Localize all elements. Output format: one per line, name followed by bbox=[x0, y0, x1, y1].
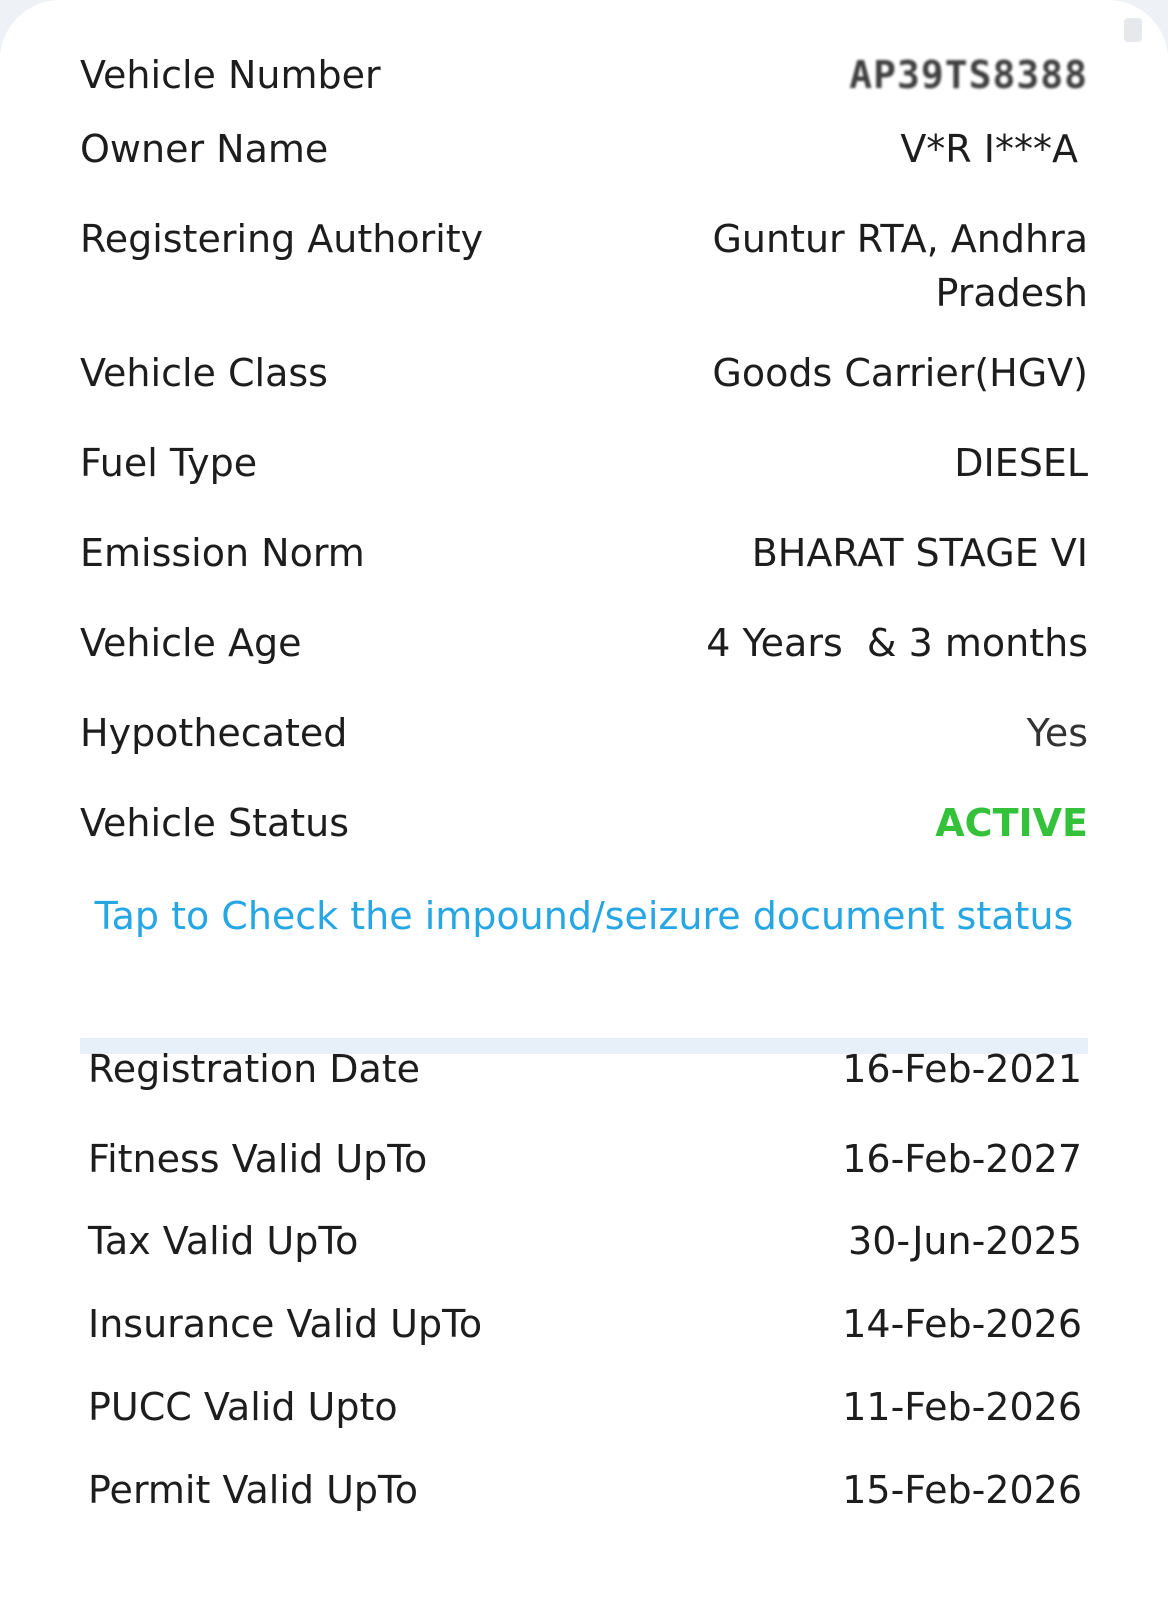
detail-row-vehicle-number bbox=[80, 48, 1088, 102]
vehicle-number-value: AP39TS8388 bbox=[849, 53, 1088, 97]
registering-authority-value: Guntur RTA, Andhra Pradesh bbox=[712, 217, 1088, 315]
registration-date-value: 16-Feb-2021 bbox=[842, 1047, 1082, 1091]
detail-row-emission-norm bbox=[80, 526, 1088, 580]
detail-label: Owner Name bbox=[80, 127, 329, 171]
validity-label: Permit Valid UpTo bbox=[88, 1468, 419, 1512]
detail-label: Vehicle Number bbox=[80, 53, 381, 97]
emission-norm-value: BHARAT STAGE VI bbox=[751, 531, 1088, 575]
detail-label: Fuel Type bbox=[80, 441, 258, 485]
impound-status-link[interactable]: Tap to Check the impound/seizure document status bbox=[94, 894, 1074, 938]
detail-row-owner-name bbox=[80, 122, 1088, 176]
detail-label: Registering Authority bbox=[80, 217, 484, 261]
validity-row-insurance bbox=[88, 1297, 1082, 1351]
hypothecated-value: Yes bbox=[1026, 711, 1088, 755]
fitness-valid-value: 16-Feb-2027 bbox=[842, 1137, 1082, 1181]
scroll-indicator bbox=[1124, 18, 1142, 42]
validity-label: Fitness Valid UpTo bbox=[88, 1137, 428, 1181]
detail-label: Vehicle Class bbox=[80, 351, 328, 395]
validity-label: PUCC Valid Upto bbox=[88, 1385, 398, 1429]
owner-name-value: V*R I***A bbox=[900, 127, 1078, 171]
vehicle-age-value: 4 Years & 3 months bbox=[706, 621, 1088, 665]
validity-row-permit bbox=[88, 1463, 1082, 1517]
detail-row-vehicle-class bbox=[80, 346, 1088, 400]
detail-row-vehicle-age bbox=[80, 616, 1088, 670]
permit-valid-value: 15-Feb-2026 bbox=[842, 1468, 1082, 1512]
validity-label: Registration Date bbox=[88, 1047, 421, 1091]
validity-row-fitness bbox=[88, 1132, 1082, 1186]
vehicle-class-value: Goods Carrier(HGV) bbox=[712, 351, 1088, 395]
fuel-type-value: DIESEL bbox=[954, 441, 1088, 485]
validity-label: Tax Valid UpTo bbox=[88, 1219, 359, 1263]
detail-row-hypothecated bbox=[80, 706, 1088, 760]
detail-row-registering-authority bbox=[80, 212, 1088, 320]
pucc-valid-value: 11-Feb-2026 bbox=[842, 1385, 1082, 1429]
detail-label: Emission Norm bbox=[80, 531, 365, 575]
detail-label: Hypothecated bbox=[80, 711, 348, 755]
detail-row-fuel-type bbox=[80, 436, 1088, 490]
validity-row-registration-date bbox=[88, 1042, 1082, 1096]
validity-row-pucc bbox=[88, 1380, 1082, 1434]
detail-label: Vehicle Age bbox=[80, 621, 302, 665]
validity-row-tax bbox=[88, 1214, 1082, 1268]
detail-label: Vehicle Status bbox=[80, 801, 350, 845]
validity-label: Insurance Valid UpTo bbox=[88, 1302, 483, 1346]
vehicle-status-badge: ACTIVE bbox=[935, 801, 1088, 845]
detail-row-vehicle-status bbox=[80, 796, 1088, 850]
insurance-valid-value: 14-Feb-2026 bbox=[842, 1302, 1082, 1346]
tax-valid-value: 30-Jun-2025 bbox=[848, 1219, 1082, 1263]
